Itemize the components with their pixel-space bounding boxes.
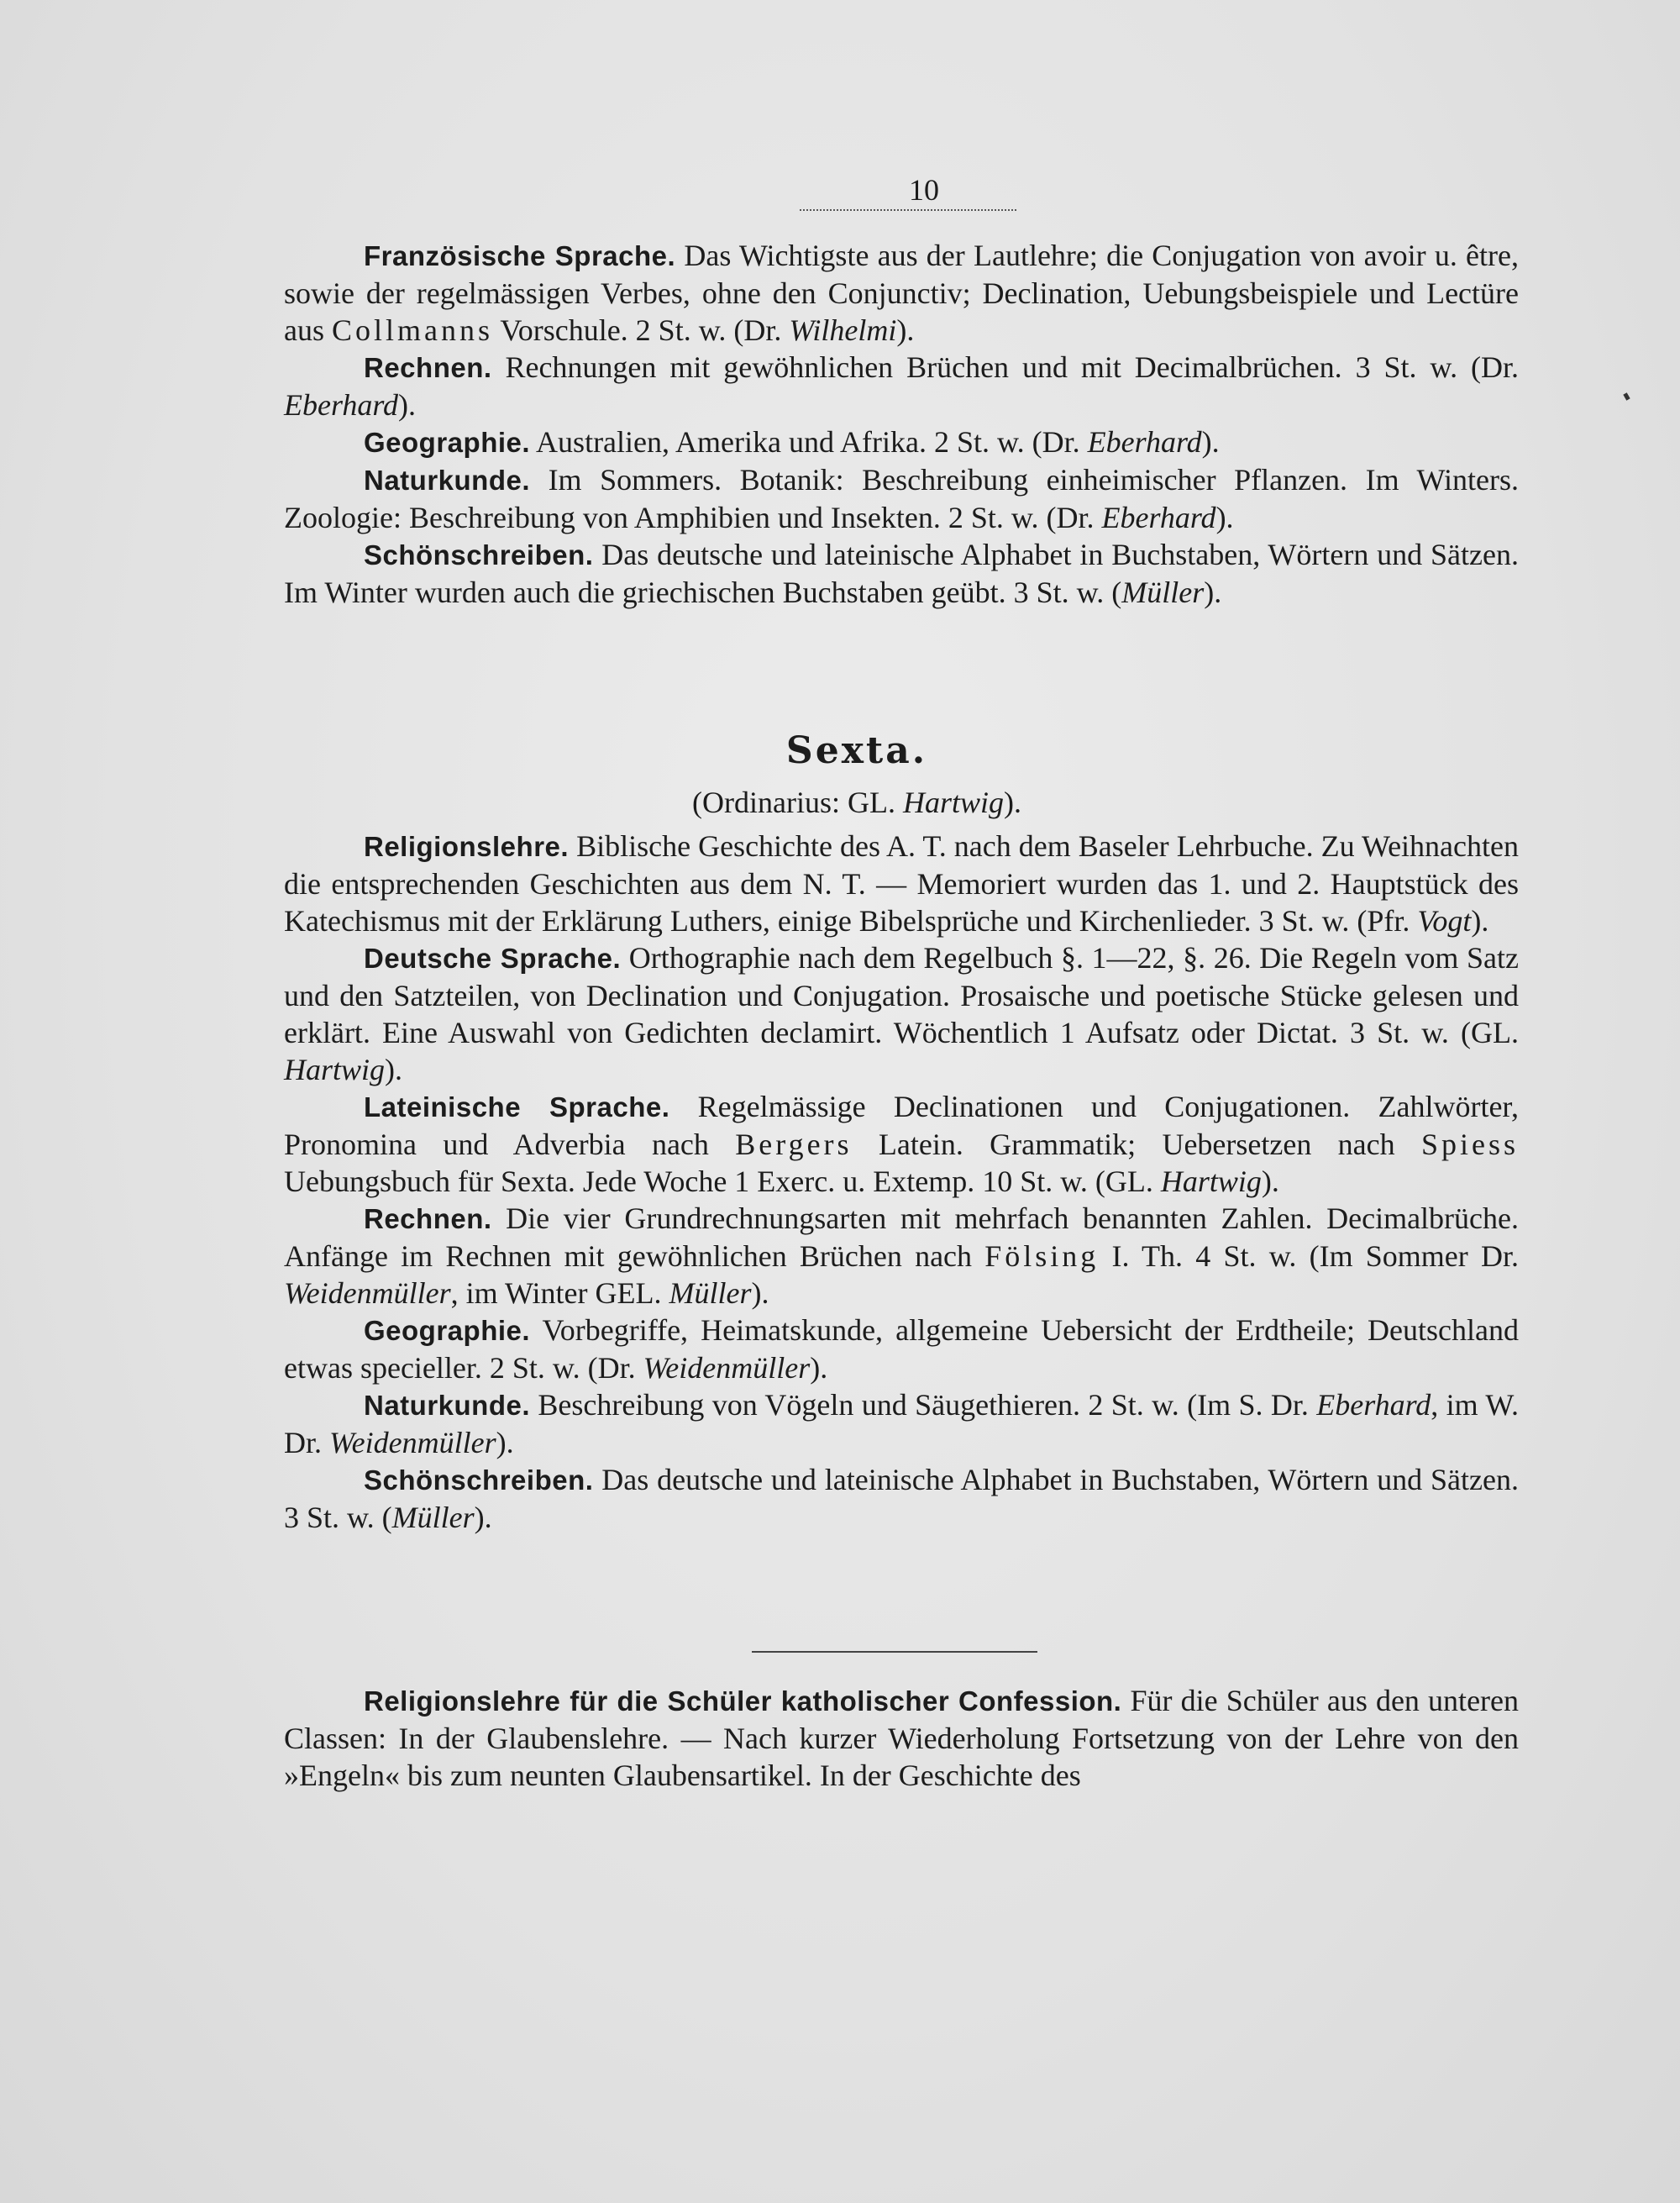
sexta-subject-heading: Rechnen. bbox=[364, 1203, 492, 1234]
sexta-paragraph bbox=[284, 1386, 1519, 1461]
teacher-name: Eberhard bbox=[1316, 1388, 1431, 1422]
book-author: Bergers bbox=[735, 1128, 853, 1161]
ordinarius-line bbox=[605, 785, 1109, 820]
book-author: Spiess bbox=[1420, 1128, 1519, 1161]
ordinarius-suffix: ). bbox=[1003, 786, 1021, 819]
teacher-name: Müller bbox=[1121, 576, 1205, 609]
sexta-subject-heading: Schönschreiben. bbox=[364, 1464, 594, 1496]
body-text: Im Sommers. Botanik: Beschreibung einheimischer Pflanzen. Im Winters. Zoologie: Beschreibung von Amphibien und Insekten. 2 St. w. (Dr. bbox=[284, 463, 1519, 534]
quinta-paragraph bbox=[284, 349, 1519, 423]
sexta-paragraph bbox=[284, 1088, 1519, 1200]
body-text: ). bbox=[810, 1351, 828, 1385]
body-text: Biblische Geschichte des A. T. nach dem Baseler Lehrbuche. Zu Weihnachten die entsprechenden Geschichten aus dem N. T. — Memoriert wurden das 1. und 2. Hauptstück des Katechismus mit der Erklärung Luthers, einige Bibelsprüche und Kirchenlieder. 3 St. w. (Pfr. bbox=[284, 829, 1519, 938]
body-text: Rechnungen mit gewöhnlichen Brüchen und mit Decimalbrüchen. 3 St. w. (Dr. bbox=[491, 350, 1519, 384]
sexta-subject-heading: Lateinische Sprache. bbox=[364, 1091, 670, 1123]
body-text: Uebungsbuch für Sexta. Jede Woche 1 Exerc. u. Extemp. 10 St. w. (GL. bbox=[284, 1165, 1161, 1198]
sexta-subject-heading: Deutsche Sprache. bbox=[364, 943, 622, 974]
teacher-name: Vogt bbox=[1417, 904, 1472, 938]
teacher-name: Weidenmüller bbox=[643, 1351, 811, 1385]
sexta-paragraph bbox=[284, 939, 1519, 1088]
sexta-paragraph bbox=[284, 1312, 1519, 1386]
section-title-sexta: Sexta. bbox=[785, 729, 928, 772]
body-text: Regelmässige Declinationen und Conjugationen. Zahlwörter, Pronomina und Adverbia nach bbox=[284, 1090, 1519, 1161]
quinta-subject-heading: Rechnen. bbox=[364, 352, 492, 383]
quinta-paragraph bbox=[284, 461, 1519, 536]
quinta-curriculum bbox=[284, 237, 1519, 611]
body-text: ). bbox=[896, 313, 915, 347]
sexta-paragraph bbox=[284, 1461, 1519, 1536]
body-text: ). bbox=[1471, 904, 1489, 938]
page-number: 10 bbox=[909, 173, 939, 207]
sexta-curriculum bbox=[284, 828, 1519, 1536]
body-text: Latein. Grammatik; Uebersetzen nach bbox=[852, 1128, 1421, 1161]
body-text: , im W. Dr. bbox=[284, 1388, 1519, 1459]
teacher-name: Hartwig bbox=[1160, 1165, 1262, 1198]
section-divider bbox=[752, 1651, 1037, 1653]
body-text: Das deutsche und lateinische Alphabet in Buchstaben, Wörtern und Sätzen. 3 St. w. ( bbox=[284, 1463, 1519, 1534]
body-text: ). bbox=[496, 1426, 514, 1459]
body-text: ). bbox=[1204, 576, 1222, 609]
quinta-subject-heading: Schönschreiben. bbox=[364, 539, 594, 570]
body-text: ). bbox=[1201, 425, 1220, 459]
quinta-subject-heading: Französische Sprache. bbox=[364, 240, 676, 271]
catholic-religion-section bbox=[284, 1682, 1519, 1794]
body-text: ). bbox=[1261, 1165, 1279, 1198]
catholic-paragraph bbox=[284, 1682, 1519, 1794]
teacher-name: Hartwig bbox=[284, 1053, 386, 1086]
ordinarius-name: Hartwig bbox=[902, 786, 1004, 819]
body-text: Vorschule. 2 St. w. (Dr. bbox=[493, 313, 790, 347]
ordinarius-prefix: (Ordinarius: GL. bbox=[692, 786, 903, 819]
body-text: Das deutsche und lateinische Alphabet in Buchstaben, Wörtern und Sätzen. Im Winter wurden auch die griechischen Buchstaben geübt. 3 St. w. ( bbox=[284, 538, 1519, 609]
body-text: Beschreibung von Vögeln und Säugethieren. 2 St. w. (Im S. Dr. bbox=[530, 1388, 1317, 1422]
body-text: ). bbox=[385, 1053, 403, 1086]
teacher-name: Eberhard bbox=[1101, 501, 1216, 534]
teacher-name: Weidenmüller bbox=[284, 1276, 451, 1310]
catholic-heading: Religionslehre für die Schüler katholischer Confession. bbox=[364, 1685, 1122, 1717]
quinta-subject-heading: Geographie. bbox=[364, 427, 531, 458]
sexta-paragraph bbox=[284, 1200, 1519, 1312]
body-text: Orthographie nach dem Regelbuch §. 1—22, §. 26. Die Regeln vom Satz und den Satzteilen, von Declination und Conjugation. Prosaische und poetische Stücke gelesen und erklärt. Eine Auswahl von Gedichten declamirt. Wöchentlich 1 Aufsatz oder Dictat. 3 St. w. (GL. bbox=[284, 941, 1519, 1049]
teacher-name: Eberhard bbox=[284, 388, 399, 422]
catholic-text: Für die Schüler aus den unteren Classen: In der Glaubenslehre. — Nach kurzer Wiederholung Fortsetzung von der Lehre von den »Engeln« bis zum neunten Glaubensartikel. In der Geschichte des bbox=[284, 1684, 1520, 1792]
quinta-subject-heading: Naturkunde. bbox=[364, 465, 531, 496]
sexta-subject-heading: Geographie. bbox=[364, 1315, 531, 1346]
body-text: , im Winter GEL. bbox=[450, 1276, 669, 1310]
teacher-name: Müller bbox=[391, 1501, 475, 1534]
dotted-divider bbox=[800, 209, 1016, 211]
sexta-subject-heading: Religionslehre. bbox=[364, 831, 570, 862]
body-text: ). bbox=[1215, 501, 1234, 534]
body-text: ). bbox=[751, 1276, 769, 1310]
sexta-paragraph bbox=[284, 828, 1519, 939]
body-text: Die vier Grundrechnungsarten mit mehrfach benannten Zahlen. Decimalbrüche. Anfänge im Rechnen mit gewöhnlichen Brüchen nach bbox=[284, 1201, 1519, 1273]
body-text: ). bbox=[398, 388, 417, 422]
quinta-paragraph bbox=[284, 423, 1519, 461]
quinta-paragraph bbox=[284, 536, 1519, 611]
book-author: Fölsing bbox=[984, 1239, 1100, 1273]
teacher-name: Müller bbox=[669, 1276, 752, 1310]
teacher-name: Wilhelmi bbox=[789, 313, 897, 347]
body-text: Das Wichtigste aus der Lautlehre; die Conjugation von avoir u. être, sowie der regelmässigen Verbes, ohne den Conjunctiv; Declination, Uebungsbeispiele und Lectüre aus bbox=[284, 239, 1519, 347]
body-text: ). bbox=[474, 1501, 492, 1534]
body-text: I. Th. 4 St. w. (Im Sommer Dr. bbox=[1099, 1239, 1519, 1273]
book-author: Collmanns bbox=[332, 313, 494, 347]
teacher-name: Weidenmüller bbox=[329, 1426, 496, 1459]
teacher-name: Eberhard bbox=[1087, 425, 1202, 459]
sexta-subject-heading: Naturkunde. bbox=[364, 1390, 531, 1421]
body-text: Vorbegriffe, Heimatskunde, allgemeine Uebersicht der Erdtheile; Deutschland etwas specieller. 2 St. w. (Dr. bbox=[284, 1313, 1519, 1385]
quinta-paragraph bbox=[284, 237, 1519, 349]
body-text: Australien, Amerika und Afrika. 2 St. w. (Dr. bbox=[530, 425, 1088, 459]
print-speck bbox=[1623, 392, 1630, 400]
